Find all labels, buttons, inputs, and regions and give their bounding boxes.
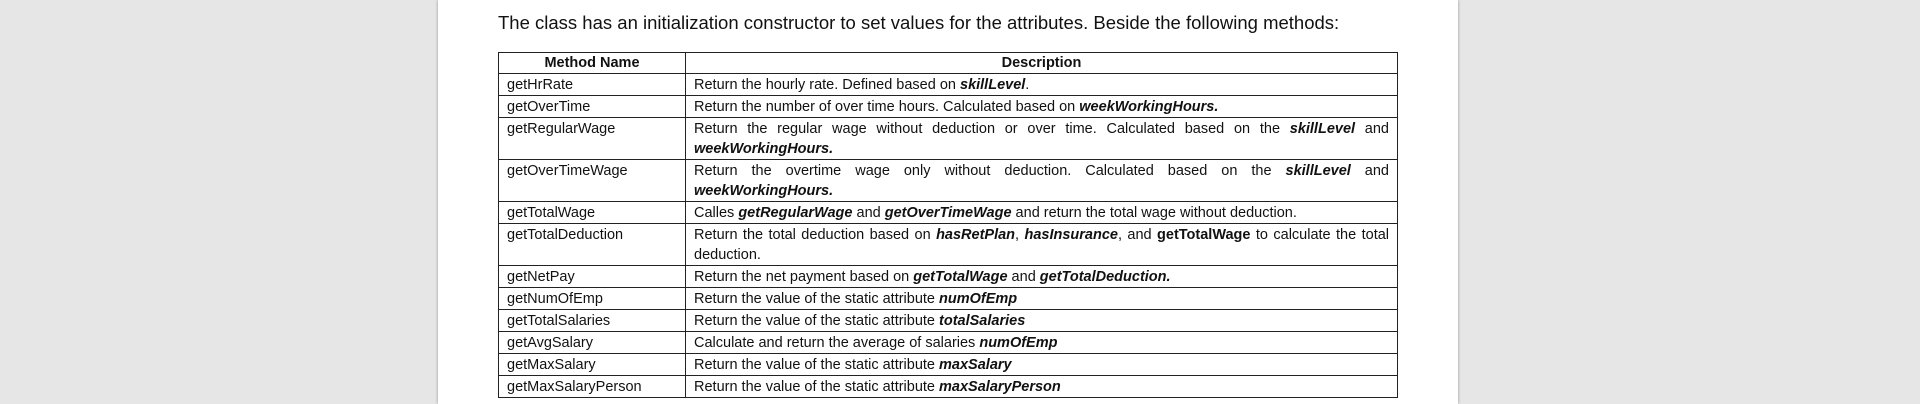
description-cell	[686, 288, 1398, 310]
method-name-cell: getTotalWage	[499, 202, 686, 224]
method-name-cell: getOverTimeWage	[499, 160, 686, 202]
description-cell	[686, 160, 1398, 202]
emphasized-term: numOfEmp	[939, 291, 1018, 307]
method-name-cell: getOverTime	[499, 96, 686, 118]
emphasized-term: maxSalary	[939, 357, 1012, 373]
table-row	[499, 310, 1398, 332]
emphasized-term: totalSalaries	[939, 313, 1026, 329]
method-name-cell: getNumOfEmp	[499, 288, 686, 310]
method-name-cell: getMaxSalary	[499, 354, 686, 376]
emphasized-term: maxSalaryPerson	[939, 379, 1061, 395]
table-row	[499, 354, 1398, 376]
table-row	[499, 74, 1398, 96]
method-name-cell: getTotalSalaries	[499, 310, 686, 332]
description-cell	[686, 266, 1398, 288]
description-text: ,	[1015, 227, 1025, 243]
description-text: and	[1007, 269, 1040, 285]
description-cell	[686, 376, 1398, 398]
emphasized-term: weekWorkingHours.	[694, 141, 834, 157]
emphasized-term: hasInsurance	[1024, 227, 1118, 243]
description-text: Return the number of over time hours. Calculated based on	[694, 99, 1080, 115]
description-text: Return the hourly rate. Defined based on	[694, 77, 960, 93]
description-cell	[686, 202, 1398, 224]
method-name-cell: getRegularWage	[499, 118, 686, 160]
description-cell	[686, 332, 1398, 354]
description-text: , and	[1117, 227, 1158, 243]
table-row	[499, 118, 1398, 160]
emphasized-term: weekWorkingHours.	[694, 183, 834, 199]
description-text: Calculate and return the average of salaries	[694, 335, 980, 351]
description-cell	[686, 74, 1398, 96]
emphasized-term: getTotalWage	[1157, 227, 1251, 243]
method-name-cell: getMaxSalaryPerson	[499, 376, 686, 398]
description-text: Calles	[694, 205, 739, 221]
table-body	[499, 74, 1398, 398]
emphasized-term: weekWorkingHours.	[1079, 99, 1219, 115]
description-text: Return the value of the static attribute	[694, 291, 940, 307]
description-cell	[686, 96, 1398, 118]
document-page	[438, 0, 1458, 404]
method-name-cell: getNetPay	[499, 266, 686, 288]
table-row	[499, 96, 1398, 118]
header-method-name: Method Name	[499, 53, 686, 74]
description-cell	[686, 310, 1398, 332]
table-row	[499, 224, 1398, 266]
description-text: and	[1355, 121, 1389, 137]
intro-paragraph: The class has an initialization constructor to set values for the attributes. Beside the following methods:	[498, 12, 1340, 33]
emphasized-term: numOfEmp	[979, 335, 1058, 351]
table-row	[499, 202, 1398, 224]
description-text: Return the overtime wage only without deduction. Calculated based on the	[694, 163, 1286, 179]
table-header-row	[499, 53, 1398, 74]
description-cell	[686, 354, 1398, 376]
table-row	[499, 266, 1398, 288]
emphasized-term: getRegularWage	[738, 205, 853, 221]
description-text: to calculate the total deduction.	[694, 227, 1390, 263]
emphasized-term: hasRetPlan	[936, 227, 1016, 243]
description-text: Return the regular wage without deduction or over time. Calculated based on the	[694, 121, 1290, 137]
description-text: Return the value of the static attribute	[694, 379, 940, 395]
emphasized-term: getTotalWage	[913, 269, 1008, 285]
table-row	[499, 160, 1398, 202]
description-cell	[686, 118, 1398, 160]
table-row	[499, 332, 1398, 354]
header-description: Description	[686, 53, 1398, 74]
methods-table	[498, 52, 1398, 398]
description-text: .	[1025, 77, 1030, 93]
table-row	[499, 288, 1398, 310]
emphasized-term: skillLevel	[1285, 163, 1351, 179]
description-text: Return the net payment based on	[694, 269, 914, 285]
description-text: Return the value of the static attribute	[694, 313, 940, 329]
method-name-cell: getAvgSalary	[499, 332, 686, 354]
description-text: Return the total deduction based on	[694, 227, 937, 243]
emphasized-term: skillLevel	[960, 77, 1026, 93]
emphasized-term: getOverTimeWage	[884, 205, 1012, 221]
table-row	[499, 376, 1398, 398]
description-cell	[686, 224, 1398, 266]
emphasized-term: getTotalDeduction.	[1039, 269, 1171, 285]
description-text: and	[1350, 163, 1389, 179]
description-text: and	[852, 205, 885, 221]
description-text: Return the value of the static attribute	[694, 357, 940, 373]
method-name-cell: getHrRate	[499, 74, 686, 96]
method-name-cell: getTotalDeduction	[499, 224, 686, 266]
description-text: and return the total wage without deduction.	[1011, 205, 1297, 221]
emphasized-term: skillLevel	[1289, 121, 1356, 137]
